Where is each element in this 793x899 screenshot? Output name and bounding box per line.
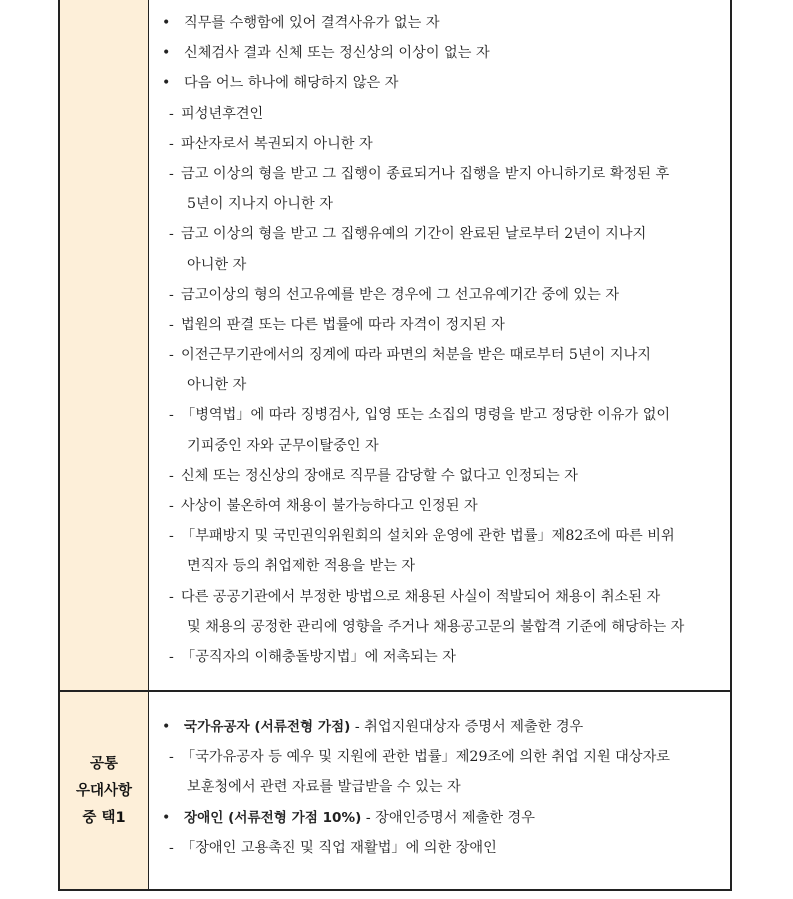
row-divider bbox=[60, 690, 730, 692]
bullet-marker: • bbox=[162, 15, 171, 31]
column-divider bbox=[148, 0, 149, 889]
dash-item bbox=[162, 340, 684, 370]
bullet-item bbox=[162, 803, 670, 833]
dash-item bbox=[162, 219, 684, 249]
dash-marker: - bbox=[169, 648, 174, 665]
preferences-label bbox=[60, 751, 148, 832]
bullet-marker: • bbox=[162, 45, 171, 62]
dash-item bbox=[162, 742, 670, 772]
left-header-cell-top bbox=[60, 0, 148, 691]
item-text: 직무를 수행함에 있어 결격사유가 없는 자 bbox=[184, 15, 440, 31]
item-text: 기피중인 자와 군무이탈중인 자 bbox=[187, 437, 379, 454]
item-text: 아니한 자 bbox=[187, 256, 247, 273]
item-text: - 취업지원대상자 증명서 제출한 경우 bbox=[350, 719, 584, 735]
continuation-line bbox=[162, 250, 684, 280]
item-text: 보훈청에서 관련 자료를 발급받을 수 있는 자 bbox=[187, 779, 461, 796]
dash-marker: - bbox=[169, 407, 174, 424]
item-text: 금고 이상의 형을 받고 그 집행유예의 기간이 완료된 날로부터 2년이 지나지 bbox=[181, 226, 647, 243]
label-line: 우대사항 bbox=[75, 783, 133, 799]
dash-item bbox=[162, 159, 684, 189]
dash-marker: - bbox=[169, 105, 174, 122]
bullet-marker: • bbox=[162, 809, 171, 826]
item-text: 「장애인 고용촉진 및 직업 재활법」에 의한 장애인 bbox=[181, 839, 497, 856]
bullet-item bbox=[162, 8, 684, 38]
bullet-item bbox=[162, 712, 670, 742]
dash-marker: - bbox=[169, 588, 174, 605]
item-text: 이전근무기관에서의 징계에 따라 파면의 처분을 받은 때로부터 5년이 지나지 bbox=[181, 347, 651, 364]
dash-marker: - bbox=[169, 749, 174, 766]
bullet-item bbox=[162, 68, 684, 98]
item-text: 피성년후견인 bbox=[181, 105, 264, 122]
item-text: 다른 공공기관에서 부정한 방법으로 채용된 사실이 적발되어 채용이 취소된 자 bbox=[181, 588, 661, 605]
item-text: 5년이 지나지 아니한 자 bbox=[187, 196, 333, 213]
item-text: 「국가유공자 등 예우 및 지원에 관한 법률」제29조에 의한 취업 지원 대상자로 bbox=[181, 749, 670, 766]
dash-marker: - bbox=[169, 347, 174, 364]
item-text: 신체검사 결과 신체 또는 정신상의 이상이 없는 자 bbox=[184, 45, 490, 62]
item-text: 법원의 판결 또는 다른 법률에 따라 자격이 정지된 자 bbox=[181, 316, 505, 333]
item-bold-title: 국가유공자 (서류전형 가점) bbox=[184, 719, 351, 735]
continuation-line bbox=[162, 612, 684, 642]
dash-item bbox=[162, 521, 684, 551]
item-text: 면직자 등의 취업제한 적용을 받는 자 bbox=[187, 558, 416, 575]
continuation-line bbox=[162, 189, 684, 219]
dash-marker: - bbox=[169, 135, 174, 152]
dash-marker: - bbox=[169, 839, 174, 856]
item-text: 금고 이상의 형을 받고 그 집행이 종료되거나 집행을 받지 아니하기로 확정된 후 bbox=[181, 165, 670, 182]
preferences-list bbox=[162, 712, 670, 863]
dash-item bbox=[162, 642, 684, 672]
continuation-line bbox=[162, 772, 670, 802]
item-bold-title: 장애인 (서류전형 가점 10%) bbox=[184, 809, 362, 826]
dash-item bbox=[162, 99, 684, 129]
label-line: 공통 bbox=[89, 756, 118, 772]
bullet-item bbox=[162, 38, 684, 68]
dash-item bbox=[162, 280, 684, 310]
item-text: 파산자로서 복권되지 아니한 자 bbox=[181, 135, 373, 152]
item-text: 금고이상의 형의 선고유예를 받은 경우에 그 선고유예기간 중에 있는 자 bbox=[181, 286, 620, 303]
dash-item bbox=[162, 461, 684, 491]
item-text: 「병역법」에 따라 징병검사, 입영 또는 소집의 명령을 받고 정당한 이유가 없이 bbox=[181, 407, 671, 424]
dash-marker: - bbox=[169, 528, 174, 545]
bullet-marker: • bbox=[162, 719, 171, 735]
dash-marker: - bbox=[169, 316, 174, 333]
dash-item bbox=[162, 491, 684, 521]
item-text: - 장애인증명서 제출한 경우 bbox=[361, 809, 535, 826]
continuation-line bbox=[162, 431, 684, 461]
dash-marker: - bbox=[169, 286, 174, 303]
item-text: 아니한 자 bbox=[187, 377, 247, 394]
dash-item bbox=[162, 833, 670, 863]
dash-item bbox=[162, 129, 684, 159]
dash-item bbox=[162, 582, 684, 612]
item-text: 다음 어느 하나에 해당하지 않은 자 bbox=[184, 75, 399, 92]
item-text: 신체 또는 정신상의 장애로 직무를 감당할 수 없다고 인정되는 자 bbox=[181, 467, 578, 484]
dash-item bbox=[162, 400, 684, 430]
item-text: 「부패방지 및 국민권익위원회의 설치와 운영에 관한 법률」제82조에 따른 비위 bbox=[181, 528, 675, 545]
continuation-line bbox=[162, 370, 684, 400]
item-text: 사상이 불온하여 채용이 불가능하다고 인정된 자 bbox=[181, 498, 478, 514]
item-text: 및 채용의 공정한 관리에 영향을 주거나 채용공고문의 불합격 기준에 해당하는 자 bbox=[187, 618, 685, 635]
dash-marker: - bbox=[169, 226, 174, 243]
label-line: 중 택1 bbox=[82, 810, 126, 826]
dash-marker: - bbox=[169, 165, 174, 182]
bullet-marker: • bbox=[162, 75, 171, 92]
dash-marker: - bbox=[169, 467, 174, 484]
dash-marker: - bbox=[169, 498, 174, 514]
dash-item bbox=[162, 310, 684, 340]
disqualification-list bbox=[162, 8, 684, 672]
continuation-line bbox=[162, 551, 684, 581]
item-text: 「공직자의 이해충돌방지법」에 저촉되는 자 bbox=[181, 648, 456, 665]
